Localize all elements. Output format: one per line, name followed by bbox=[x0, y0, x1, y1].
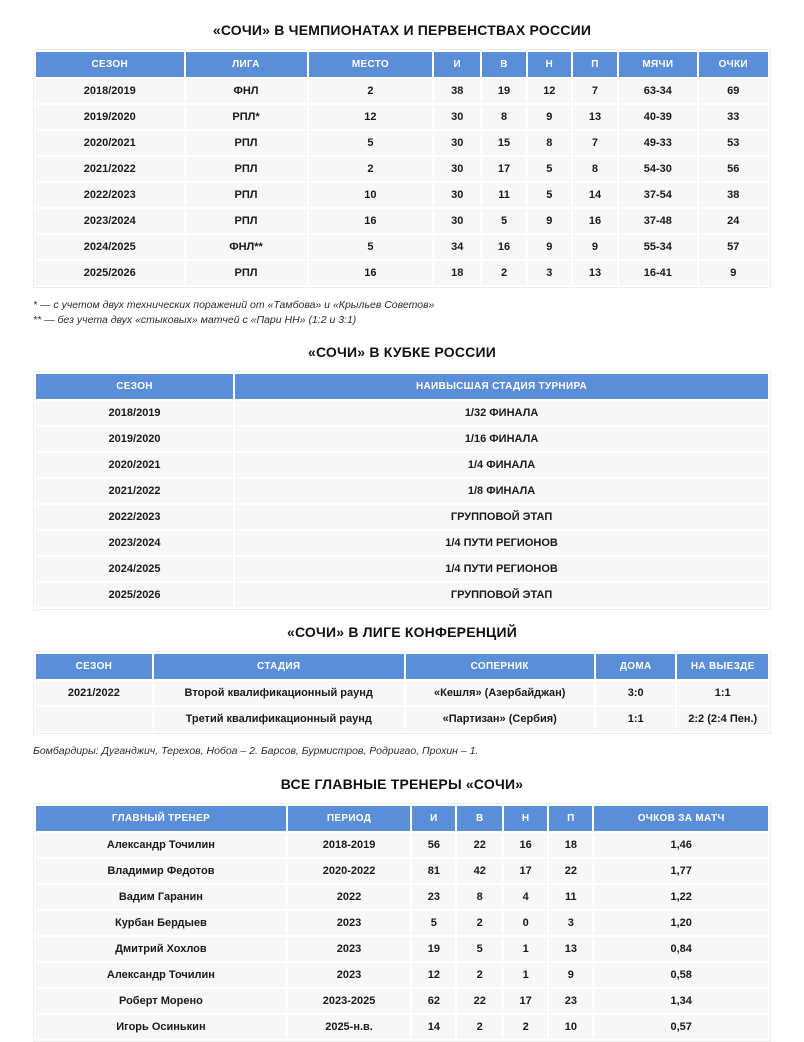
table-cell: 2018-2019 bbox=[288, 833, 410, 857]
section-conference bbox=[33, 610, 771, 759]
table-cell: 2020/2021 bbox=[36, 131, 184, 155]
table-cell: 11 bbox=[549, 885, 592, 909]
table-cell: 3 bbox=[549, 911, 592, 935]
section-title-championships: «СОЧИ» В ЧЕМПИОНАТАХ И ПЕРВЕНСТВАХ РОССИИ bbox=[212, 22, 592, 38]
section-title-coaches: ВСЕ ГЛАВНЫЕ ТРЕНЕРЫ «СОЧИ» bbox=[280, 775, 524, 792]
column-header: ДОМА bbox=[596, 654, 676, 679]
table-row bbox=[36, 183, 768, 207]
table-cell: 38 bbox=[699, 183, 769, 207]
table-cell: 12 bbox=[412, 963, 455, 987]
table-row bbox=[36, 681, 768, 705]
table-cell: 22 bbox=[457, 989, 502, 1013]
table-cell: 37-54 bbox=[619, 183, 696, 207]
conference-table bbox=[33, 651, 771, 734]
column-header: СЕЗОН bbox=[36, 654, 152, 679]
table-cell: 12 bbox=[528, 79, 571, 103]
column-header: ГЛАВНЫЙ ТРЕНЕР bbox=[36, 806, 286, 831]
table-cell: 30 bbox=[434, 183, 480, 207]
table-cell: 1/8 ФИНАЛА bbox=[235, 479, 768, 503]
footnote: * — с учетом двух технических поражений от «Тамбова» и «Крыльев Советов» bbox=[33, 299, 435, 311]
header-row bbox=[36, 654, 768, 679]
table-cell: 2024/2025 bbox=[36, 557, 233, 581]
table-cell: 2 bbox=[309, 157, 433, 181]
table-cell: 69 bbox=[699, 79, 769, 103]
table-cell: 0 bbox=[504, 911, 547, 935]
table-cell: 30 bbox=[434, 157, 480, 181]
table-cell: 2019/2020 bbox=[36, 105, 184, 129]
table-cell: 1,46 bbox=[594, 833, 768, 857]
table-cell: 0,57 bbox=[594, 1015, 768, 1039]
table-cell: 14 bbox=[412, 1015, 455, 1039]
column-header: П bbox=[573, 52, 617, 77]
table-cell: 1,77 bbox=[594, 859, 768, 883]
table-cell: 16-41 bbox=[619, 261, 696, 285]
table-cell: 9 bbox=[699, 261, 769, 285]
table-cell: 2:2 (2:4 Пен.) bbox=[677, 707, 768, 731]
table-cell: 33 bbox=[699, 105, 769, 129]
table-cell: 2023 bbox=[288, 963, 410, 987]
table-cell: 1 bbox=[504, 963, 547, 987]
table-cell: 1,20 bbox=[594, 911, 768, 935]
conference-footnotes bbox=[33, 744, 771, 759]
table-cell: Вадим Гаранин bbox=[36, 885, 286, 909]
table-row bbox=[36, 885, 768, 909]
table-cell: 18 bbox=[434, 261, 480, 285]
column-header: ОЧКОВ ЗА МАТЧ bbox=[594, 806, 768, 831]
table-cell: 2021/2022 bbox=[36, 681, 152, 705]
table-cell: 11 bbox=[482, 183, 526, 207]
table-cell: ГРУППОВОЙ ЭТАП bbox=[235, 505, 768, 529]
table-row bbox=[36, 937, 768, 961]
table-cell: 4 bbox=[504, 885, 547, 909]
table-cell: 1/4 ФИНАЛА bbox=[235, 453, 768, 477]
column-header: Н bbox=[504, 806, 547, 831]
table-cell: 8 bbox=[528, 131, 571, 155]
section-title-conference: «СОЧИ» В ЛИГЕ КОНФЕРЕНЦИЙ bbox=[286, 624, 518, 641]
table-row bbox=[36, 557, 768, 581]
table-cell: 17 bbox=[504, 859, 547, 883]
table-row bbox=[36, 105, 768, 129]
table-cell: 10 bbox=[549, 1015, 592, 1039]
table-cell: ГРУППОВОЙ ЭТАП bbox=[235, 583, 768, 607]
column-header: В bbox=[457, 806, 502, 831]
table-cell: 22 bbox=[457, 833, 502, 857]
table-cell: 2 bbox=[457, 1015, 502, 1039]
table-row bbox=[36, 531, 768, 555]
table-row bbox=[36, 79, 768, 103]
column-header: ЛИГА bbox=[186, 52, 307, 77]
table-cell: 8 bbox=[573, 157, 617, 181]
column-header: НАИВЫСШАЯ СТАДИЯ ТУРНИРА bbox=[235, 374, 768, 399]
table-cell: 2022/2023 bbox=[36, 505, 233, 529]
table-row bbox=[36, 427, 768, 451]
section-title-cup: «СОЧИ» В КУБКЕ РОССИИ bbox=[307, 344, 497, 361]
table-cell: «Кешля» (Азербайджан) bbox=[406, 681, 594, 705]
section-cup bbox=[33, 330, 771, 610]
column-header: СТАДИЯ bbox=[154, 654, 404, 679]
table-cell: 2025-н.в. bbox=[288, 1015, 410, 1039]
table-cell: Игорь Осинькин bbox=[36, 1015, 286, 1039]
table-cell: РПЛ bbox=[186, 157, 307, 181]
table-cell: 1/32 ФИНАЛА bbox=[235, 401, 768, 425]
column-header: СОПЕРНИК bbox=[406, 654, 594, 679]
table-cell: 16 bbox=[504, 833, 547, 857]
table-cell: РПЛ* bbox=[186, 105, 307, 129]
table-cell: 30 bbox=[434, 105, 480, 129]
table-row bbox=[36, 583, 768, 607]
table-cell: 2 bbox=[457, 963, 502, 987]
table-row bbox=[36, 505, 768, 529]
table-cell: 53 bbox=[699, 131, 769, 155]
column-header: И bbox=[412, 806, 455, 831]
header-row bbox=[36, 806, 768, 831]
column-header: В bbox=[482, 52, 526, 77]
table-cell: 10 bbox=[309, 183, 433, 207]
table-cell: 13 bbox=[573, 105, 617, 129]
table-row bbox=[36, 401, 768, 425]
table-cell: 14 bbox=[573, 183, 617, 207]
table-cell: 17 bbox=[482, 157, 526, 181]
table-cell: 13 bbox=[573, 261, 617, 285]
table-cell: РПЛ bbox=[186, 131, 307, 155]
table-cell: 37-48 bbox=[619, 209, 696, 233]
table-cell: 2018/2019 bbox=[36, 401, 233, 425]
table-cell: РПЛ bbox=[186, 183, 307, 207]
table-cell: 9 bbox=[528, 209, 571, 233]
table-cell: 57 bbox=[699, 235, 769, 259]
table-cell: Роберт Морено bbox=[36, 989, 286, 1013]
table-cell: 16 bbox=[573, 209, 617, 233]
table-cell: 56 bbox=[412, 833, 455, 857]
table-cell: 19 bbox=[412, 937, 455, 961]
header-row bbox=[36, 52, 768, 77]
table-cell: Александр Точилин bbox=[36, 963, 286, 987]
table-row bbox=[36, 859, 768, 883]
table-cell: Второй квалификационный раунд bbox=[154, 681, 404, 705]
column-header: П bbox=[549, 806, 592, 831]
table-cell: РПЛ bbox=[186, 209, 307, 233]
table-cell: 16 bbox=[482, 235, 526, 259]
table-cell: 30 bbox=[434, 131, 480, 155]
table-cell: 2020-2022 bbox=[288, 859, 410, 883]
table-cell: 7 bbox=[573, 79, 617, 103]
table-row bbox=[36, 453, 768, 477]
table-cell: 0,84 bbox=[594, 937, 768, 961]
table-cell: 18 bbox=[549, 833, 592, 857]
table-cell: Владимир Федотов bbox=[36, 859, 286, 883]
table-cell: Дмитрий Хохлов bbox=[36, 937, 286, 961]
table-cell: 2023 bbox=[288, 937, 410, 961]
table-cell: 2019/2020 bbox=[36, 427, 233, 451]
footnote: Бомбардиры: Дуганджич, Терехов, Нобоа – 2. Барсов, Бурмистров, Родригао, Прохин – 1. bbox=[33, 745, 479, 758]
footnote: ** — без учета двух «стыковых» матчей с «Пари НН» (1:2 и 3:1) bbox=[33, 314, 357, 327]
table-cell: 12 bbox=[309, 105, 433, 129]
table-cell: 2025/2026 bbox=[36, 261, 184, 285]
column-header: МЕСТО bbox=[309, 52, 433, 77]
table-cell: 2023/2024 bbox=[36, 531, 233, 555]
table-cell: 2 bbox=[457, 911, 502, 935]
table-cell: 9 bbox=[528, 235, 571, 259]
table-cell: 23 bbox=[412, 885, 455, 909]
table-cell: 3:0 bbox=[596, 681, 676, 705]
table-cell: 5 bbox=[412, 911, 455, 935]
table-cell: 1:1 bbox=[596, 707, 676, 731]
table-cell: 63-34 bbox=[619, 79, 696, 103]
table-cell: 17 bbox=[504, 989, 547, 1013]
table-cell: 16 bbox=[309, 209, 433, 233]
column-header: ПЕРИОД bbox=[288, 806, 410, 831]
table-cell: 34 bbox=[434, 235, 480, 259]
column-header: ОЧКИ bbox=[699, 52, 769, 77]
table-cell: 5 bbox=[309, 131, 433, 155]
table-row bbox=[36, 235, 768, 259]
table-cell: 9 bbox=[573, 235, 617, 259]
table-cell: 8 bbox=[457, 885, 502, 909]
table-cell: 1:1 bbox=[677, 681, 768, 705]
table-cell: 56 bbox=[699, 157, 769, 181]
table-cell: 23 bbox=[549, 989, 592, 1013]
table-cell: 62 bbox=[412, 989, 455, 1013]
column-header: Н bbox=[528, 52, 571, 77]
table-cell: 15 bbox=[482, 131, 526, 155]
table-cell: 1/16 ФИНАЛА bbox=[235, 427, 768, 451]
table-cell: 2023-2025 bbox=[288, 989, 410, 1013]
table-cell: 2021/2022 bbox=[36, 157, 184, 181]
table-cell: 30 bbox=[434, 209, 480, 233]
table-cell: 24 bbox=[699, 209, 769, 233]
table-cell: 5 bbox=[457, 937, 502, 961]
table-cell: 9 bbox=[528, 105, 571, 129]
table-row bbox=[36, 707, 768, 731]
column-header: СЕЗОН bbox=[36, 374, 233, 399]
table-cell: 1,22 bbox=[594, 885, 768, 909]
table-cell: 7 bbox=[573, 131, 617, 155]
table-row bbox=[36, 479, 768, 503]
table-cell: 19 bbox=[482, 79, 526, 103]
table-cell: ФНЛ** bbox=[186, 235, 307, 259]
table-cell: 5 bbox=[528, 183, 571, 207]
table-cell: 2018/2019 bbox=[36, 79, 184, 103]
table-cell: 22 bbox=[549, 859, 592, 883]
table-row bbox=[36, 911, 768, 935]
table-cell: ФНЛ bbox=[186, 79, 307, 103]
table-cell: 8 bbox=[482, 105, 526, 129]
table-cell: 2024/2025 bbox=[36, 235, 184, 259]
table-row bbox=[36, 1015, 768, 1039]
table-cell: 40-39 bbox=[619, 105, 696, 129]
table-cell: 1,34 bbox=[594, 989, 768, 1013]
section-championships bbox=[33, 6, 771, 328]
column-header: И bbox=[434, 52, 480, 77]
table-cell: 0,58 bbox=[594, 963, 768, 987]
table-cell: 5 bbox=[482, 209, 526, 233]
championships-table bbox=[33, 49, 771, 288]
table-cell: 5 bbox=[309, 235, 433, 259]
table-cell: 2 bbox=[482, 261, 526, 285]
table-row bbox=[36, 989, 768, 1013]
coaches-table bbox=[33, 803, 771, 1042]
table-cell: Курбан Бердыев bbox=[36, 911, 286, 935]
table-cell: 54-30 bbox=[619, 157, 696, 181]
section-coaches bbox=[33, 762, 771, 1042]
championships-footnotes bbox=[33, 298, 771, 328]
table-cell: 2025/2026 bbox=[36, 583, 233, 607]
table-cell: Александр Точилин bbox=[36, 833, 286, 857]
table-row bbox=[36, 261, 768, 285]
cup-table bbox=[33, 371, 771, 610]
table-cell: 2 bbox=[309, 79, 433, 103]
column-header: МЯЧИ bbox=[619, 52, 696, 77]
table-cell: 2022 bbox=[288, 885, 410, 909]
table-cell: 3 bbox=[528, 261, 571, 285]
table-cell: 13 bbox=[549, 937, 592, 961]
table-row bbox=[36, 157, 768, 181]
table-cell: 2 bbox=[504, 1015, 547, 1039]
column-header: НА ВЫЕЗДЕ bbox=[677, 654, 768, 679]
table-cell: Третий квалификационный раунд bbox=[154, 707, 404, 731]
table-cell: 2023/2024 bbox=[36, 209, 184, 233]
table-cell: 16 bbox=[309, 261, 433, 285]
table-cell: 9 bbox=[549, 963, 592, 987]
table-row bbox=[36, 131, 768, 155]
table-cell: «Партизан» (Сербия) bbox=[406, 707, 594, 731]
table-cell bbox=[36, 707, 152, 731]
table-cell: 81 bbox=[412, 859, 455, 883]
table-cell: 5 bbox=[528, 157, 571, 181]
table-cell: 2020/2021 bbox=[36, 453, 233, 477]
table-cell: 2021/2022 bbox=[36, 479, 233, 503]
table-cell: 55-34 bbox=[619, 235, 696, 259]
table-cell: 2023 bbox=[288, 911, 410, 935]
header-row bbox=[36, 374, 768, 399]
table-cell: 2022/2023 bbox=[36, 183, 184, 207]
table-cell: 49-33 bbox=[619, 131, 696, 155]
table-cell: РПЛ bbox=[186, 261, 307, 285]
table-cell: 1/4 ПУТИ РЕГИОНОВ bbox=[235, 557, 768, 581]
table-row bbox=[36, 963, 768, 987]
table-row bbox=[36, 209, 768, 233]
table-cell: 38 bbox=[434, 79, 480, 103]
table-cell: 1 bbox=[504, 937, 547, 961]
table-row bbox=[36, 833, 768, 857]
table-cell: 42 bbox=[457, 859, 502, 883]
table-cell: 1/4 ПУТИ РЕГИОНОВ bbox=[235, 531, 768, 555]
column-header: СЕЗОН bbox=[36, 52, 184, 77]
